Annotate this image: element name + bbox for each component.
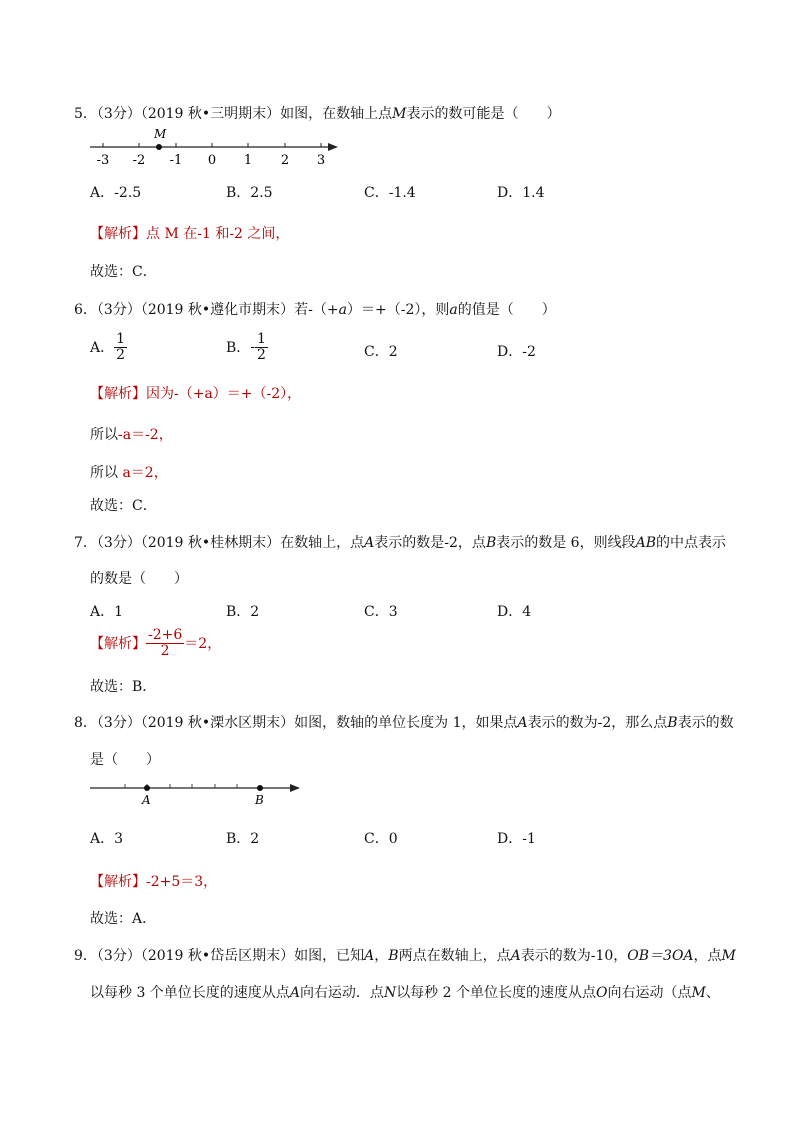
question-number: 8． xyxy=(74,715,97,731)
answer-q5: 故选：C． xyxy=(90,264,157,280)
tick-marks xyxy=(103,143,321,147)
option-d[interactable]: D．1.4 xyxy=(497,185,545,201)
question-number: 5． xyxy=(74,106,97,122)
question-8-stem-line2: 是（ ） xyxy=(90,752,160,768)
option-a[interactable]: A． $\frac{1}{2}$ xyxy=(90,331,126,363)
point-b-dot xyxy=(257,785,263,791)
fraction: $\frac{1}{2}$ xyxy=(116,331,126,363)
question-9-stem: 9．（3分）（2019 秋•岱岳区期末）如图，已知A，B两点在数轴上，点A表示的数为-10，OB＝3OA，点M xyxy=(74,948,736,964)
question-number: 7． xyxy=(74,535,97,551)
question-7-stem: 7．（3分）（2019 秋•桂林期末）在数轴上，点A表示的数是-2，点B表示的数是 6，则线段AB的中点表示 xyxy=(74,535,726,551)
question-7-stem-line2: 的数是（ ） xyxy=(90,571,188,587)
point-a-label: A xyxy=(142,793,151,807)
option-c[interactable]: C．2 xyxy=(364,344,398,360)
arrow-head-icon xyxy=(328,143,338,151)
question-9-stem-line2: 以每秒 3 个单位长度的速度从点A向右运动．点N以每秒 2 个单位长度的速度从点O向右运动（点M、 xyxy=(90,985,720,1001)
fraction: $\frac{-2+6}{2}$ xyxy=(148,627,183,659)
question-8-stem: 8．（3分）（2019 秋•溧水区期末）如图，数轴的单位长度为 1，如果点A表示的数为-2，那么点B表示的数 xyxy=(74,715,734,731)
option-d[interactable]: D．-2 xyxy=(497,344,536,360)
point-b-label: B xyxy=(255,793,264,807)
option-b[interactable]: B．2 xyxy=(226,604,260,620)
option-c[interactable]: C．0 xyxy=(364,831,398,847)
tick-label: 3 xyxy=(316,153,326,168)
question-6-stem: 6．（3分）（2019 秋•遵化市期末）若-（+a）＝+（-2），则a的值是（ ） xyxy=(74,302,556,318)
question-text: 表示的数可能是（ ） xyxy=(406,106,561,122)
answer-q8: 故选：A． xyxy=(90,911,157,927)
math-variable: a xyxy=(338,302,347,318)
math-variable: M xyxy=(392,106,407,122)
tick-label: 2 xyxy=(280,153,290,168)
option-b[interactable]: B．2 xyxy=(226,831,260,847)
answer-q7: 故选：B． xyxy=(90,679,157,695)
tick-label: -3 xyxy=(96,153,110,168)
option-c[interactable]: C．-1.4 xyxy=(364,185,416,201)
option-a[interactable]: A．3 xyxy=(90,831,124,847)
question-number: 6． xyxy=(74,302,97,318)
arrow-head-icon xyxy=(290,784,300,792)
answer-q6: 故选：C． xyxy=(90,498,157,514)
point-m-label: M xyxy=(154,127,167,141)
option-b[interactable]: B．- $\frac{1}{2}$ xyxy=(226,331,266,363)
analysis-tag: 【解析】 xyxy=(90,226,146,242)
analysis-q6-line3: 所以 a＝2， xyxy=(90,465,168,481)
analysis-q7: 【解析】 $\frac{-2+6}{2}$ ＝2， xyxy=(90,627,222,659)
option-d[interactable]: D．4 xyxy=(497,604,532,620)
point-m-dot xyxy=(156,144,162,150)
option-d[interactable]: D．-1 xyxy=(497,831,536,847)
tick-label: 1 xyxy=(243,153,253,168)
number-line-figure-q8 xyxy=(88,774,304,808)
tick-label: -1 xyxy=(169,153,183,168)
analysis-text: 点 M 在-1 和-2 之间， xyxy=(146,226,290,242)
tick-label: 0 xyxy=(207,153,217,168)
tick-label: -2 xyxy=(132,153,146,168)
math-variable: a xyxy=(449,302,458,318)
question-text: （3分）（2019 秋•三明期末）如图，在数轴上点 xyxy=(96,106,393,122)
question-5-stem xyxy=(74,103,561,123)
analysis-q5 xyxy=(90,223,289,243)
fraction: $\frac{1}{2}$ xyxy=(257,331,266,363)
question-number: 9． xyxy=(74,948,97,964)
analysis-q6-line2: 所以-a＝-2， xyxy=(90,427,173,443)
point-a-dot xyxy=(144,785,150,791)
analysis-q6: 【解析】因为-（+a）＝+（-2）， xyxy=(90,386,302,402)
option-a[interactable]: A．-2.5 xyxy=(90,185,142,201)
number-line-figure-q5 xyxy=(88,124,348,170)
option-b[interactable]: B．2.5 xyxy=(226,185,273,201)
option-c[interactable]: C．3 xyxy=(364,604,398,620)
option-a[interactable]: A．1 xyxy=(90,604,124,620)
analysis-q8: 【解析】-2+5＝3， xyxy=(90,874,218,890)
